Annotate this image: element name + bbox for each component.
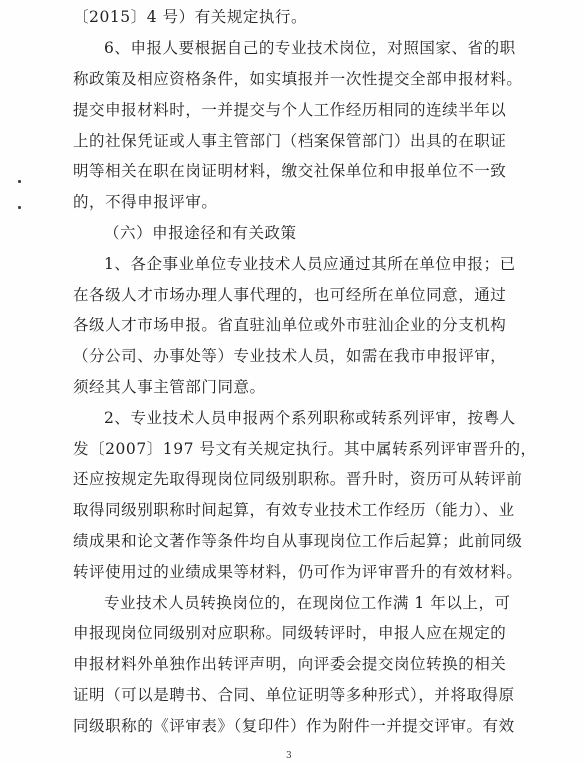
margin-mark [18, 206, 21, 209]
text-line: 申报现岗位同级别对应职称。同级转评时，申报人应在规定的 [73, 624, 507, 642]
text-line: 明等相关在职在岗证明材料，缴交社保单位和申报单位不一致 [73, 162, 507, 180]
text-line: （分公司、办事处等）专业技术人员，如需在我市申报评审， [73, 347, 507, 365]
text-line: 申报材料外单独作出转评声明，向评委会提交岗位转换的相关 [73, 655, 507, 673]
text-line: 证明（可以是聘书、合同、单位证明等多种形式），并将取得原 [73, 686, 515, 704]
text-line: 取得同级别职称时间起算，有效专业技术工作经历（能力）、业 [73, 501, 515, 519]
margin-mark [18, 180, 21, 183]
text-line: 在各级人才市场办理人事代理的，也可经所在单位同意，通过 [73, 286, 507, 304]
text-line: 称政策及相应资格条件，如实填报并一次性提交全部申报材料。 [73, 70, 523, 88]
text-line: 1、各企事业单位专业技术人员应通过其所在单位申报；已 [104, 255, 516, 273]
text-line: 发〔2007〕197 号文有关规定执行。其中属转系列评审晋升的， [73, 440, 537, 458]
text-line: 同级职称的《评审表》（复印件）作为附件一并提交评审。有效 [73, 717, 515, 735]
text-line: 上的社保凭证或人事主管部门（档案保管部门）出具的在职证 [73, 132, 507, 150]
text-line: 转评使用过的业绩成果等材料，仍可作为评审晋升的有效材料。 [73, 563, 523, 581]
text-line: 〔2015〕4 号）有关规定执行。 [73, 8, 308, 26]
text-line: 的，不得申报评审。 [73, 193, 218, 211]
page-number: 3 [286, 751, 292, 761]
text-line: 提交申报材料时，一并提交与个人工作经历相同的连续半年以 [73, 101, 507, 119]
text-line: 须经其人事主管部门同意。 [73, 378, 266, 396]
text-line: 各级人才市场申报。省直驻汕单位或外市驻汕企业的分支机构 [73, 316, 507, 334]
text-line: 2、专业技术人员申报两个系列职称或转系列评审，按粤人 [104, 409, 516, 427]
text-line: 还应按规定先取得现岗位同级别职称。晋升时，资历可从转评前 [73, 470, 523, 488]
text-line: 绩成果和论文著作等条件均自从事现岗位工作后起算；此前同级 [73, 532, 523, 550]
section-heading: （六）申报途径和有关政策 [104, 224, 297, 242]
text-line: 6、申报人要根据自己的专业技术岗位，对照国家、省的职 [104, 39, 516, 57]
text-line: 专业技术人员转换岗位的，在现岗位工作满 1 年以上，可 [104, 594, 511, 612]
